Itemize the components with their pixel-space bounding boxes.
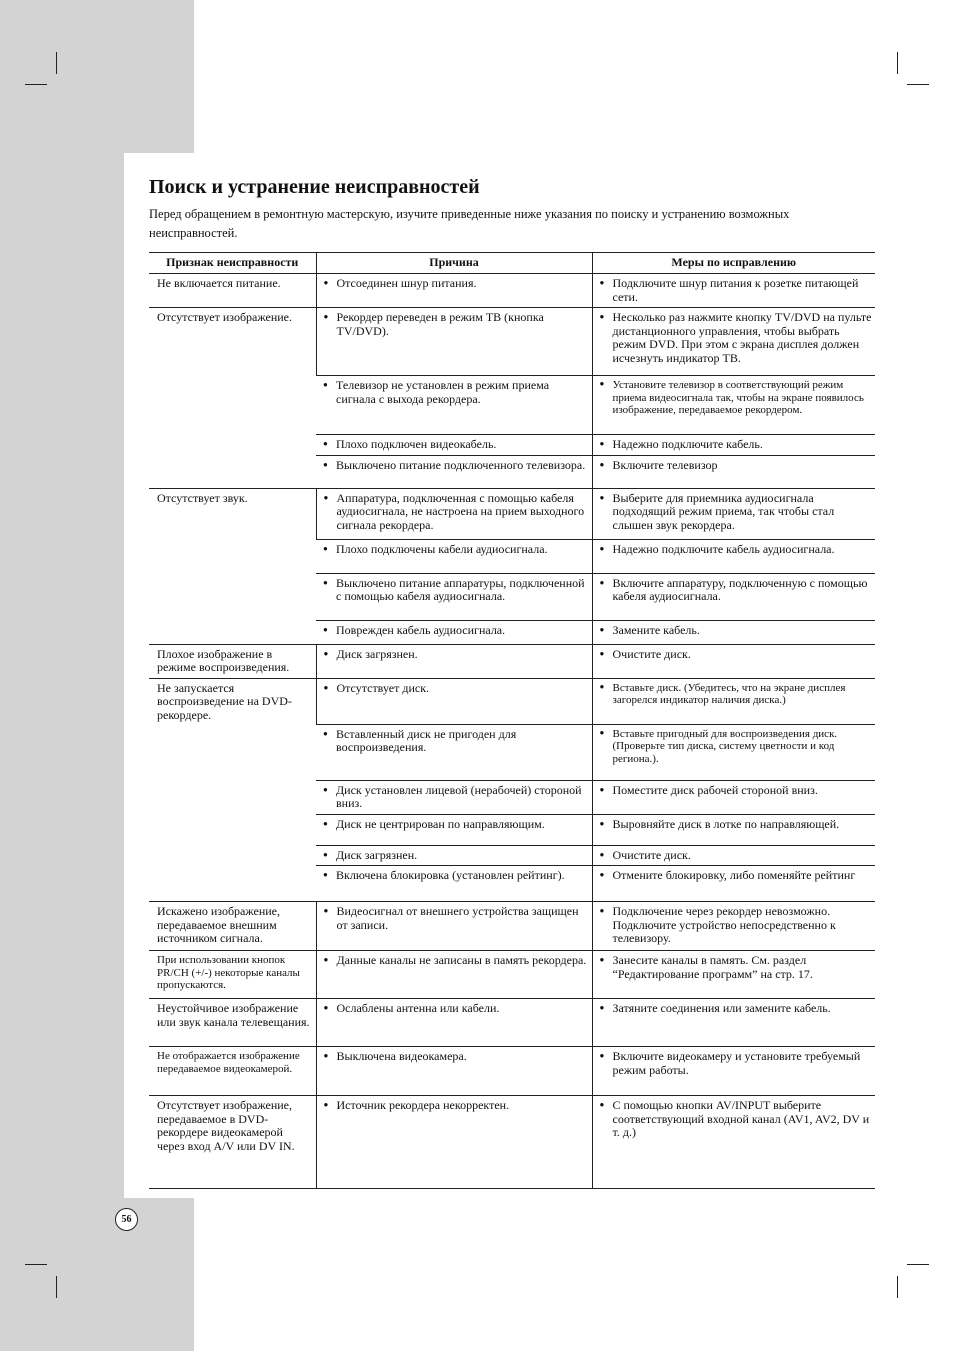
cause-cell: ● Выключено питание аппаратуры, подключенной с помощью кабеля аудиосигнала. (316, 573, 592, 620)
troubleshooting-table (149, 252, 875, 1189)
remedy-cell: ● Надежно подключите кабель аудиосигнала. (592, 539, 875, 573)
cause-cell: ● Вставленный диск не пригоден для воспроизведения. (316, 724, 592, 780)
remedy-cell: ● Включите телевизор (592, 455, 875, 488)
table-row (149, 1096, 875, 1189)
symptom-cell: Искажено изображение, передаваемое внешним источником сигнала. (149, 902, 316, 951)
table-row (149, 999, 875, 1047)
remedy-cell: ● Замените кабель. (592, 620, 875, 644)
remedy-cell: ● Вставьте пригодный для воспроизведения диск. (Проверьте тип диска, систему цветности и код региона.). (592, 724, 875, 780)
gray-margin-bottom (0, 1198, 194, 1351)
intro-paragraph: Перед обращением в ремонтную мастерскую, изучите приведенные ниже указания по поиску и устранению возможных неисправностей. (149, 207, 790, 240)
cause-cell: ● Источник рекордера некорректен. (316, 1096, 592, 1189)
symptom-cell: Отсутствует звук. (149, 488, 316, 644)
header-symptom: Признак неисправности (149, 253, 316, 274)
symptom-cell: Отсутствует изображение. (149, 308, 316, 489)
table-row (149, 488, 875, 539)
remedy-cell: ● Включите аппаратуру, подключенную с помощью кабеля аудиосигнала. (592, 573, 875, 620)
gray-margin-left (0, 153, 124, 1198)
cause-cell: ● Отсоединен шнур питания. (316, 274, 592, 308)
remedy-cell: ● Подключите шнур питания к розетке питающей сети. (592, 274, 875, 308)
remedy-cell: ● Поместите диск рабочей стороной вниз. (592, 780, 875, 814)
cause-cell: ● Телевизор не установлен в режим приема сигнала с выхода рекордера. (316, 376, 592, 435)
remedy-cell: ● Вставьте диск. (Убедитесь, что на экране дисплея загорелся индикатор наличия диска.) (592, 678, 875, 724)
symptom-cell: Неустойчивое изображение или звук канала телевещания. (149, 999, 316, 1047)
remedy-cell: ● Затяните соединения или замените кабель. (592, 999, 875, 1047)
gray-margin-top (0, 0, 194, 153)
remedy-cell: ● Установите телевизор в соответствующий режим приема видеосигнала так, чтобы на экране появилось изображение, передаваемое рекордером. (592, 376, 875, 435)
cause-cell: ● Диск не центрирован по направляющим. (316, 814, 592, 845)
cause-cell: ● Отсутствует диск. (316, 678, 592, 724)
remedy-cell: ● Надежно подключите кабель. (592, 435, 875, 456)
header-cause: Причина (316, 253, 592, 274)
symptom-cell: Не запускается воспроизведение на DVD-рекордере. (149, 678, 316, 902)
cause-cell: ● Плохо подключены кабели аудиосигнала. (316, 539, 592, 573)
crop-mark (25, 84, 47, 85)
table-header-row (149, 253, 875, 274)
crop-mark (56, 1276, 57, 1298)
remedy-cell: ● Занесите каналы в память. См. раздел “Редактирование программ” на стр. 17. (592, 951, 875, 999)
page-number: 56 (115, 1208, 138, 1231)
table-row (149, 274, 875, 308)
cause-cell: ● Плохо подключен видеокабель. (316, 435, 592, 456)
remedy-cell: ● Включите видеокамеру и установите требуемый режим работы. (592, 1047, 875, 1096)
table-row (149, 308, 875, 376)
table-row (149, 902, 875, 951)
remedy-cell: ● Выровняйте диск в лотке по направляющей. (592, 814, 875, 845)
page-title: Поиск и устранение неисправностей (149, 176, 480, 198)
symptom-cell: Отсутствует изображение, передаваемое в DVD-рекордере видеокамерой через вход A/V или DV IN. (149, 1096, 316, 1189)
cause-cell: ● Диск загрязнен. (316, 845, 592, 866)
crop-mark (907, 1264, 929, 1265)
crop-mark (897, 52, 898, 74)
cause-cell: ● Рекордер переведен в режим ТВ (кнопка TV/DVD). (316, 308, 592, 376)
remedy-cell: ● Выберите для приемника аудиосигнала подходящий режим приема, так чтобы стал слышен звук рекордера. (592, 488, 875, 539)
crop-mark (907, 84, 929, 85)
symptom-cell: Не включается питание. (149, 274, 316, 308)
cause-cell: ● Поврежден кабель аудиосигнала. (316, 620, 592, 644)
cause-cell: ● Выключена видеокамера. (316, 1047, 592, 1096)
cause-cell: ● Аппаратура, подключенная с помощью кабеля аудиосигнала, не настроена на прием выходного сигнала рекордера. (316, 488, 592, 539)
remedy-cell: ● Несколько раз нажмите кнопку TV/DVD на пульте дистанционного управления, чтобы выбрать режим DVD. При этом с экрана дисплея должен исчезнуть индикатор ТВ. (592, 308, 875, 376)
symptom-cell: Плохое изображение в режиме воспроизведения. (149, 644, 316, 678)
remedy-cell: ● С помощью кнопки AV/INPUT выберите соответствующий входной канал (AV1, AV2, DV и т. д.) (592, 1096, 875, 1189)
cause-cell: ● Данные каналы не записаны в память рекордера. (316, 951, 592, 999)
crop-mark (56, 52, 57, 74)
symptom-cell: Не отображается изображение передаваемое видеокамерой. (149, 1047, 316, 1096)
cause-cell: ● Видеосигнал от внешнего устройства защищен от записи. (316, 902, 592, 951)
header-remedy: Меры по исправлению (592, 253, 875, 274)
cause-cell: ● Ослаблены антенна или кабели. (316, 999, 592, 1047)
crop-mark (897, 1276, 898, 1298)
remedy-cell: ● Отмените блокировку, либо поменяйте рейтинг (592, 866, 875, 902)
symptom-cell: При использовании кнопок PR/CH (+/-) некоторые каналы пропускаются. (149, 951, 316, 999)
remedy-cell: ● Очистите диск. (592, 644, 875, 678)
cause-cell: ● Диск загрязнен. (316, 644, 592, 678)
remedy-cell: ● Очистите диск. (592, 845, 875, 866)
table-row (149, 1047, 875, 1096)
cause-cell: ● Включена блокировка (установлен рейтинг). (316, 866, 592, 902)
crop-mark (25, 1264, 47, 1265)
cause-cell: ● Выключено питание подключенного телевизора. (316, 455, 592, 488)
table-row (149, 678, 875, 724)
table-row (149, 951, 875, 999)
table-row (149, 644, 875, 678)
cause-cell: ● Диск установлен лицевой (нерабочей) стороной вниз. (316, 780, 592, 814)
remedy-cell: ● Подключение через рекордер невозможно. Подключите устройство непосредственно к телевизору. (592, 902, 875, 951)
